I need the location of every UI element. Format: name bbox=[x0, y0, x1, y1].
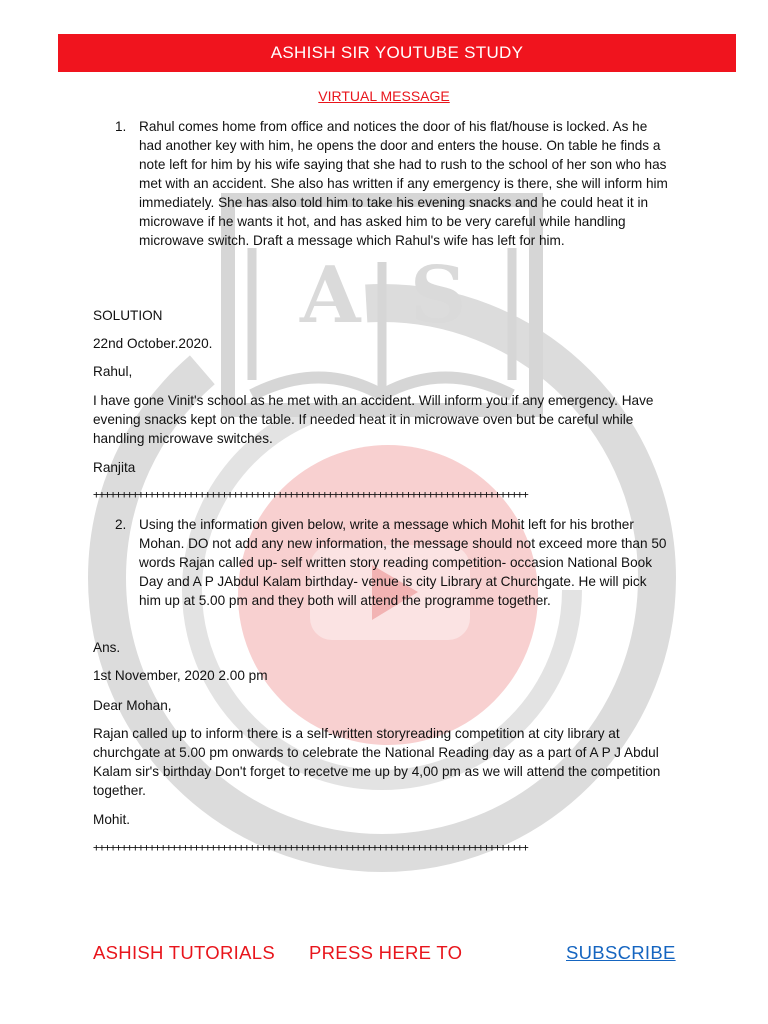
question-1-number: 1. bbox=[115, 119, 127, 134]
subscribe-link[interactable]: SUBSCRIBE bbox=[566, 942, 676, 963]
section-divider-1: ++++++++++++++++++++++++++++++++++++++++++++++++++++++++++++++++++++++++++++++ bbox=[93, 489, 528, 501]
question-2-number: 2. bbox=[115, 517, 127, 532]
header-banner bbox=[58, 34, 736, 72]
section-subtitle: VIRTUAL MESSAGE bbox=[318, 88, 450, 104]
solution-2-date: 1st November, 2020 2.00 pm bbox=[93, 668, 268, 683]
watermark-letter-s: S bbox=[410, 250, 467, 341]
question-1-text: Rahul comes home from office and notices the door of his flat/house is locked. As he had another key with him, he opens the door and enters the house. On table he finds a note left for him by his wife saying that she had to rush to the school of her son who has met with an accident. She also has written if any emergency is there, she will inform him immediately. She has also told him to take his evening snacks and he could heat it in microwave if he wants it hot, and has asked him to be very careful while handling microwave switch. Draft a message which Rahul's wife has left for him. bbox=[139, 119, 668, 248]
solution-1-body: I have gone Vinit's school as he met with an accident. Will inform you if any emergency. Have evening snacks kept on the table. If needed heat it in microwave oven but be careful while handling microwave switches. bbox=[93, 393, 654, 446]
footer-press-here: PRESS HERE TO bbox=[309, 942, 463, 963]
solution-2-body: Rajan called up to inform there is a self-written storyreading competition at city library at churchgate at 5.00 pm onwards to celebrate the National Reading day as a part of A P J Abdul Kalam sir's birthday Don't forget to recetve me up by 4,00 pm as we will attend the competition together. bbox=[93, 726, 661, 798]
solution-2-signature: Mohit. bbox=[93, 812, 131, 827]
solution-1-signature: Ranjita bbox=[93, 460, 136, 475]
solution-1-salutation: Rahul, bbox=[93, 364, 133, 379]
watermark-letter-a: A bbox=[300, 250, 361, 341]
page-title: ASHISH SIR YOUTUBE STUDY bbox=[270, 43, 524, 62]
solution-2-salutation: Dear Mohan, bbox=[93, 698, 172, 713]
solution-2-heading: Ans. bbox=[93, 640, 121, 655]
footer-brand: ASHISH TUTORIALS bbox=[93, 942, 275, 963]
solution-1-heading: SOLUTION bbox=[93, 308, 163, 323]
section-divider-2: ++++++++++++++++++++++++++++++++++++++++++++++++++++++++++++++++++++++++++++++ bbox=[93, 842, 528, 854]
question-2-text: Using the information given below, write a message which Mohit left for his brother Mohan. DO not add any new information, the message should not exceed more than 50 words Rajan called up- self written story reading competition- occasion National Book Day and A P JAbdul Kalam birthday- venue is city Library at Churchgate. He will pick him up at 5.00 pm and they both will attend the programme together. bbox=[139, 517, 667, 608]
solution-1-date: 22nd October.2020. bbox=[93, 336, 213, 351]
